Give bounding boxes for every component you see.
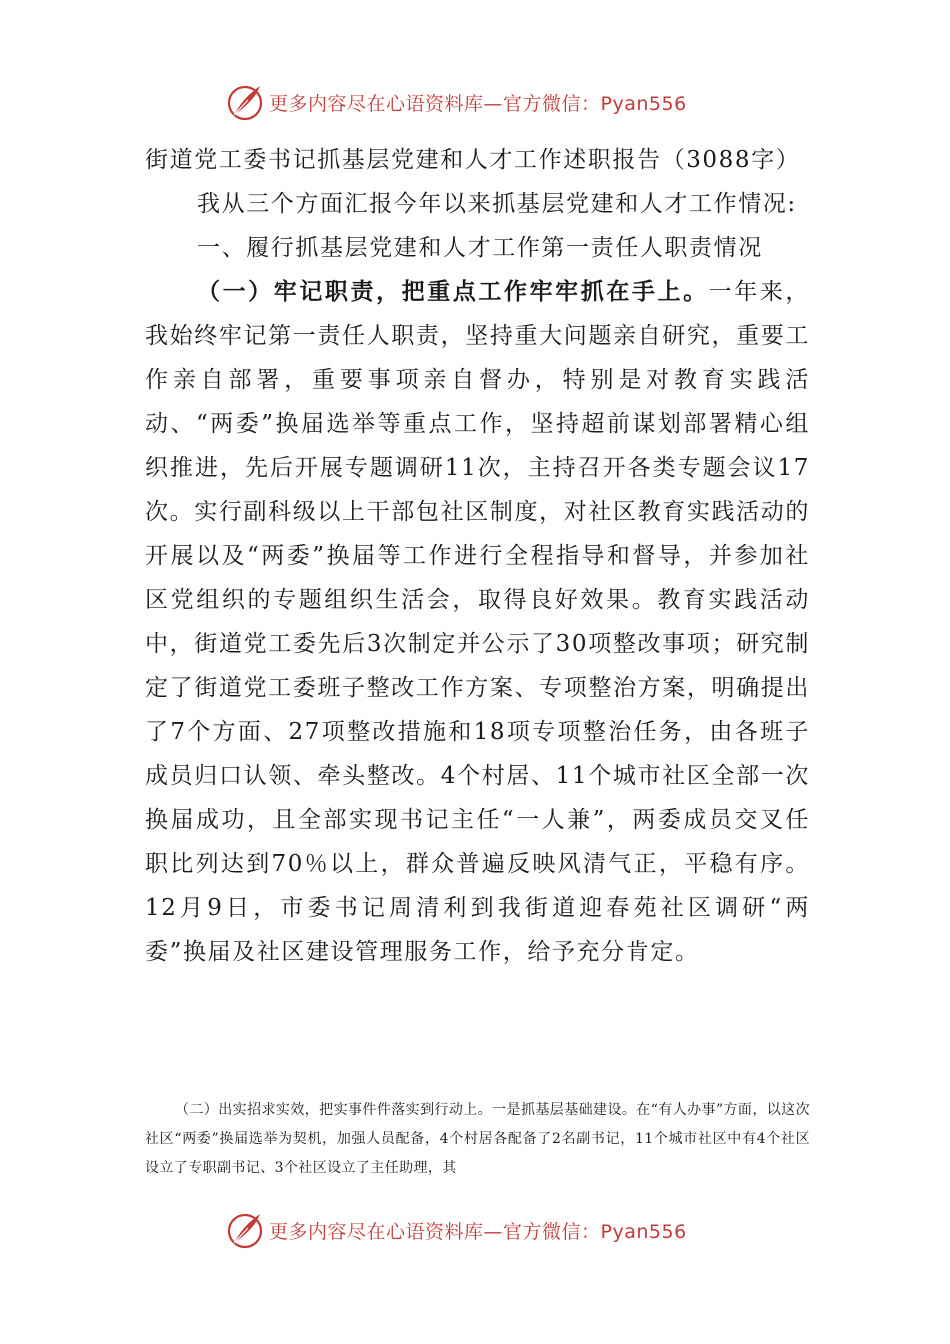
subsection-1-heading: （一）牢记职责，把重点工作牢牢抓在手上。: [197, 278, 709, 305]
subsection-1-body: 一年来，我始终牢记第一责任人职责，坚持重大问题亲自研究，重要工作亲自部署，重要事项亲自督办，特别是对教育实践活动、“两委”换届选举等重点工作，坚持超前谋划部署精心组织推进，先后开展专题调研11次，主持召开各类专题会议17次。实行副科级以上干部包社区制度，对社区教育实践活动的开展以及“两委”换届等工作进行全程指导和督导，并参加社区党组织的专题组织生活会，取得良好效果。教育实践活动中，街道党工委先后3次制定并公示了30项整改事项；研究制定了街道党工委班子整改工作方案、专项整治方案，明确提出了7个方面、27项整改措施和18项专项整治任务，由各班子成员归口认领、牵头整改。4个村居、11个城市社区全部一次换届成功，且全部实现书记主任“一人兼”，两委成员交叉任职比列达到70％以上，群众普遍反映风清气正，平稳有序。12月9日，市委书记周清利到我街道迎春苑社区调研“两委”换届及社区建设管理服务工作，给予充分肯定。: [145, 279, 811, 965]
watermark-banner-top: [225, 80, 725, 124]
quill-logo-icon: [225, 82, 265, 122]
document-title: 街道党工委书记抓基层党建和人才工作述职报告（3088字）: [145, 147, 801, 173]
intro-paragraph: 我从三个方面汇报今年以来抓基层党建和人才工作情况:: [197, 191, 797, 217]
watermark-text: 更多内容尽在心语资料库—官方微信：Pyan556: [269, 92, 687, 115]
watermark-text: 更多内容尽在心语资料库—官方微信：Pyan556: [269, 1220, 687, 1243]
subsection-1-paragraph: [145, 270, 810, 974]
subsection-2-block: [145, 1096, 810, 1183]
watermark-banner-bottom: [225, 1208, 725, 1252]
section-1-heading: 一、履行抓基层党建和人才工作第一责任人职责情况: [197, 235, 763, 261]
document-body: [145, 138, 810, 974]
subsection-2-paragraph: （二）出实招求实效，把实事件件落实到行动上。一是抓基层基础建设。在“有人办事”方面，以这次社区“两委”换届选举为契机，加强人员配备，4个村居各配备了2名副书记，11个城市社区中有4个社区设立了专职副书记、3个社区设立了主任助理，其: [145, 1102, 810, 1176]
quill-logo-icon: [225, 1210, 265, 1250]
